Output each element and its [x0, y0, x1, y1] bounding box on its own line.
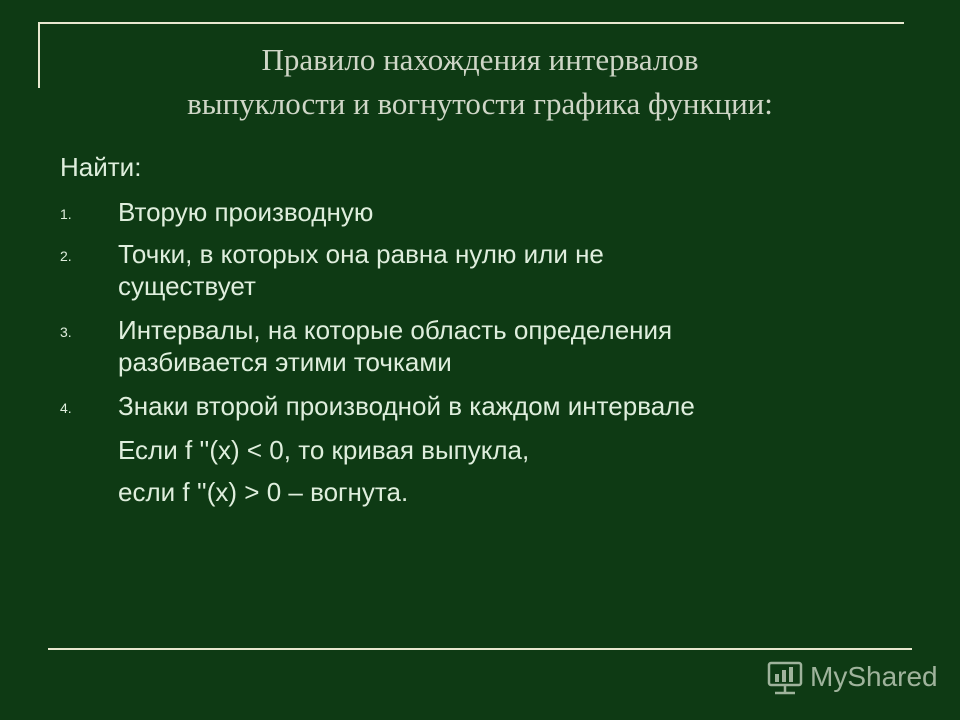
left-rule	[38, 22, 40, 88]
title-line-1: Правило нахождения интервалов	[261, 42, 699, 77]
slide-title	[60, 38, 900, 126]
presentation-board-icon	[766, 660, 804, 696]
item-text: Знаки второй производной в каждом интервале	[118, 391, 695, 421]
note-line-1: Если f ''(x) < 0, то кривая выпукла,	[118, 435, 530, 465]
item-text: Точки, в которых она равна нулю или не существует	[118, 239, 604, 301]
item-text: Интервалы, на которые область определения разбивается этими точками	[118, 315, 673, 377]
watermark	[766, 658, 946, 698]
item-number: 4.	[60, 400, 72, 416]
item-number: 1.	[60, 206, 72, 222]
list-heading: Найти:	[60, 152, 142, 182]
item-number: 2.	[60, 248, 72, 264]
item-text: Вторую производную	[118, 197, 374, 227]
bottom-rule	[48, 648, 912, 650]
title-line-2: выпуклости и вогнутости графика функции:	[187, 86, 773, 121]
item-number: 3.	[60, 324, 72, 340]
note-line-2: если f ''(x) > 0 – вогнута.	[118, 477, 409, 507]
top-rule	[40, 22, 904, 24]
watermark-text: MyShared	[810, 661, 938, 692]
